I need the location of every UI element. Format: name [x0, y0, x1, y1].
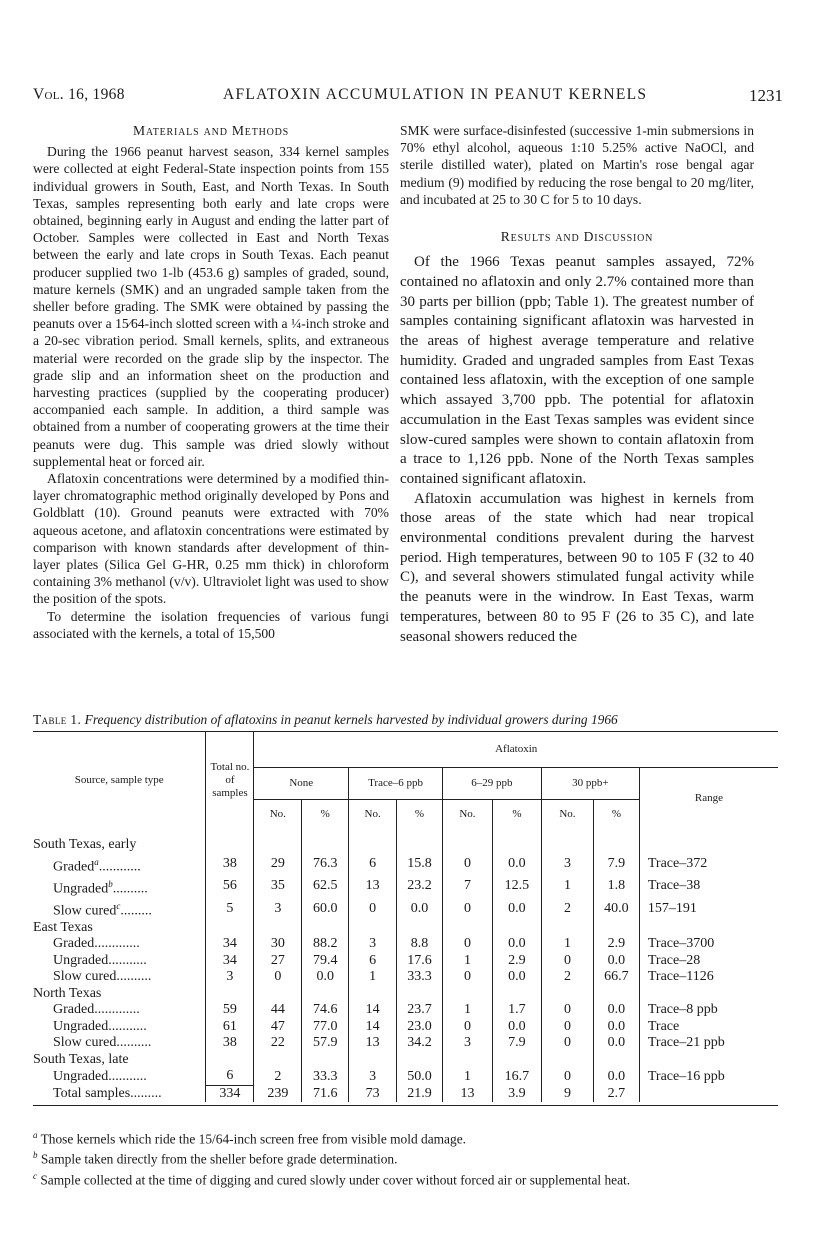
cell-count: 14: [349, 1019, 397, 1036]
cell-percent: 15.8: [397, 854, 443, 876]
row-label: [33, 953, 206, 970]
cell-percent: 77.0: [302, 1019, 349, 1036]
cell-count: 0: [442, 898, 492, 920]
header-total: Total no. of samples: [206, 732, 254, 830]
table-row: [33, 936, 778, 953]
cell-percent: 17.6: [397, 953, 443, 970]
footnotes: [33, 1127, 793, 1188]
cell-total: 5: [206, 898, 254, 920]
empty-cell: [442, 830, 492, 854]
cell-count: 1: [349, 969, 397, 986]
cell-count: 1: [442, 1068, 492, 1085]
cell-percent: 0.0: [594, 1019, 640, 1036]
methods-paragraph-2: Aflatoxin concentrations were determined by a modified thin-layer chromatographic method originally developed by Pons and Goldblatt (10). Ground peanuts were extracted with 70% aqueous acetone, and aflatoxin concentrations were estimated by comparison with known standards after development of thin-layer plates (Silica Gel G-HR, 0.25 mm thick) in chloroform containing 3% methanol (v/v). Ultraviolet light was used to show the position of the spots.: [33, 471, 389, 607]
empty-cell: [541, 1052, 593, 1069]
empty-cell: [397, 986, 443, 1003]
cell-count: 29: [254, 854, 302, 876]
cell-percent: 3.9: [492, 1085, 541, 1102]
cell-count: 0: [541, 1068, 593, 1085]
table-caption-text: Frequency distribution of aflatoxins in peanut kernels harvested by individual growers during 1966: [84, 712, 618, 727]
section-label: South Texas, late: [33, 1051, 129, 1067]
empty-cell: [206, 830, 254, 854]
cell-percent: 2.7: [594, 1085, 640, 1102]
table-caption-label: Table 1.: [33, 712, 82, 727]
cell-percent: 40.0: [594, 898, 640, 920]
cell-count: 0: [442, 854, 492, 876]
header-source: Source, sample type: [74, 774, 164, 787]
cell-percent: 1.8: [594, 876, 640, 898]
cell-total: 61: [206, 1019, 254, 1036]
empty-cell: [492, 1052, 541, 1069]
cell-count: 2: [541, 969, 593, 986]
sub-pct: %: [594, 800, 640, 830]
cell-percent: 62.5: [302, 876, 349, 898]
leader-dots: ............: [98, 859, 141, 875]
running-title: AFLATOXIN ACCUMULATION IN PEANUT KERNELS: [223, 86, 648, 103]
cell-range: Trace–21 ppb: [639, 1035, 778, 1052]
cell-percent: 0.0: [594, 1068, 640, 1085]
row-label: [33, 898, 206, 920]
row-label: [33, 876, 206, 898]
cell-percent: 0.0: [594, 1035, 640, 1052]
empty-cell: [349, 986, 397, 1003]
row-label-text: Graded: [53, 1002, 95, 1018]
cell-count: 3: [442, 1035, 492, 1052]
row-label: [33, 854, 206, 876]
cell-count: 0: [541, 953, 593, 970]
empty-cell: [254, 986, 302, 1003]
cell-percent: 2.9: [492, 953, 541, 970]
footnote-a: $^a$ Those kernels which ride the 15/64-inch screen free from visible mold damage.: [33, 1130, 466, 1147]
cell-percent: 0.0: [492, 1019, 541, 1036]
cell-count: 3: [254, 898, 302, 920]
row-label-text: Slow cured: [53, 969, 117, 985]
cell-percent: 21.9: [397, 1085, 443, 1102]
cell-total: 38: [206, 1035, 254, 1052]
cell-range: Trace–372: [639, 854, 778, 876]
section-heading-methods: Materials and Methods: [132, 123, 290, 138]
empty-cell: [397, 920, 443, 937]
cell-count: 27: [254, 953, 302, 970]
cell-range: Trace–38: [639, 876, 778, 898]
methods-paragraph-1: During the 1966 peanut harvest season, 334 kernel samples were collected at eight Federal-State inspection points from 155 individual growers in South, East, and North Texas. In South Texas, samples representing both early and late crops were obtained, beginning early in August and ending the latter part of October. Samples were collected in East and North Texas between the early and late crops in South Texas. Each peanut producer supplied two 1-lb (453.6 g) samples of graded, sound, mature kernels (SMK) and an ungraded sample taken from the sheller before grading. The SMK were obtained by passing the peanuts over a 15⁄64-inch slotted screen with a ¼-inch stroke and a 20-sec vibration period. Small kernels, splits, and extraneous material were recorded on the grade slip by the inspector. The grade slip and an information sheet on the production and harvesting practices (supplied by the cooperating producer) accompanied each sample. In addition, a third sample was obtained from a number of cooperating growers at the time their peanuts were dug. This sample was dried slowly without supplemental heat or forced air.: [33, 144, 389, 469]
table-row: [33, 969, 778, 986]
header-range: Range: [639, 768, 778, 830]
table-row: [33, 953, 778, 970]
cell-percent: 0.0: [397, 898, 443, 920]
table-row: [33, 1035, 778, 1052]
empty-cell: [594, 986, 640, 1003]
cell-percent: 8.8: [397, 936, 443, 953]
sub-pct: %: [397, 800, 443, 830]
header-group-trace: Trace–6 ppb: [349, 768, 443, 800]
cell-range: Trace–1126: [639, 969, 778, 986]
cell-total: 59: [206, 1002, 254, 1019]
cell-range: Trace–16 ppb: [639, 1068, 778, 1085]
cell-percent: 7.9: [492, 1035, 541, 1052]
empty-cell: [254, 830, 302, 854]
sub-no: No.: [254, 800, 302, 830]
table-row: [33, 1085, 778, 1102]
empty-cell: [302, 920, 349, 937]
footnote-mark: b: [108, 878, 113, 889]
cell-count: 1: [541, 876, 593, 898]
table-1: [33, 731, 793, 1106]
cell-percent: 0.0: [492, 854, 541, 876]
empty-cell: [492, 920, 541, 937]
leader-dots: ..........: [116, 1035, 152, 1051]
results-paragraph-2: Aflatoxin accumulation was highest in kernels from those areas of the state which had near tropical environmental conditions prevalent during the harvest period. High temperatures, between 90 to 105 F (32 to 40 C), and several showers stimulated fungal activity while the peanuts were in the windrow. In East Texas, warm temperatures, between 80 to 95 F (26 to 35 C), and late seasonal showers reduced the: [400, 490, 754, 645]
cell-count: 0: [442, 969, 492, 986]
header-group-none: None: [254, 768, 349, 800]
row-label: [33, 1019, 206, 1036]
cell-range: Trace: [639, 1019, 778, 1036]
leader-dots: ...........: [108, 1068, 147, 1084]
sub-pct: %: [302, 800, 349, 830]
sub-no: No.: [541, 800, 593, 830]
cell-count: 1: [442, 953, 492, 970]
empty-cell: [397, 830, 443, 854]
sub-pct: %: [492, 800, 541, 830]
row-label-text: Graded: [53, 859, 95, 875]
table-row: [33, 1019, 778, 1036]
leader-dots: .........: [130, 1085, 162, 1101]
cell-total: 38: [206, 854, 254, 876]
row-label: [33, 1035, 206, 1052]
right-column: [400, 122, 754, 647]
empty-cell: [302, 830, 349, 854]
cell-range: Trace–28: [639, 953, 778, 970]
empty-cell: [492, 830, 541, 854]
empty-cell: [541, 986, 593, 1003]
row-label: [33, 1085, 206, 1102]
row-label-text: Slow cured: [53, 903, 117, 919]
row-label: [33, 1068, 206, 1085]
cell-count: 47: [254, 1019, 302, 1036]
cell-count: 0: [442, 1019, 492, 1036]
cell-percent: 1.7: [492, 1002, 541, 1019]
leader-dots: ...........: [108, 952, 147, 968]
cell-total: 6: [206, 1068, 254, 1085]
empty-cell: [594, 920, 640, 937]
cell-range: [639, 1085, 778, 1102]
empty-cell: [206, 1052, 254, 1069]
table-body: [33, 830, 778, 1103]
cell-count: 13: [442, 1085, 492, 1102]
header-group-30: 30 ppb+: [541, 768, 639, 800]
empty-cell: [349, 830, 397, 854]
row-label-text: Graded: [53, 936, 95, 952]
row-label: [33, 969, 206, 986]
cell-count: 239: [254, 1085, 302, 1102]
cell-count: 9: [541, 1085, 593, 1102]
cell-total: 334: [206, 1085, 254, 1102]
table-row: [33, 876, 778, 898]
empty-cell: [254, 920, 302, 937]
cell-percent: 34.2: [397, 1035, 443, 1052]
cell-percent: 0.0: [492, 898, 541, 920]
cell-count: 30: [254, 936, 302, 953]
row-label-text: Ungraded: [53, 881, 109, 897]
cell-total: 3: [206, 969, 254, 986]
cell-percent: 7.9: [594, 854, 640, 876]
empty-cell: [302, 986, 349, 1003]
row-label-text: Ungraded: [53, 1018, 109, 1034]
cell-count: 0: [541, 1002, 593, 1019]
results-paragraph-1: Of the 1966 Texas peanut samples assayed, 72% contained no aflatoxin and only 2.7% contained more than 30 parts per billion (ppb; Table 1). The greatest number of samples containing significant aflatoxin was harvested in the areas of highest average temperature and relative humidity. Graded and ungraded samples from East Texas contained less aflatoxin, with the exception of one sample which assayed 3,700 ppb. The potential for aflatoxin accumulation in the East Texas samples was evident since slow-cured samples were shown to contain aflatoxin from a trace to 1,126 ppb. None of the North Texas samples contained significant aflatoxin.: [400, 254, 754, 487]
table-caption: [33, 712, 793, 728]
empty-cell: [397, 1052, 443, 1069]
leader-dots: ...........: [108, 1018, 147, 1034]
row-label-text: Ungraded: [53, 1068, 109, 1084]
cell-total: 34: [206, 936, 254, 953]
cell-percent: 79.4: [302, 953, 349, 970]
empty-cell: [492, 986, 541, 1003]
empty-cell: [254, 1052, 302, 1069]
table-row: [33, 1068, 778, 1085]
empty-cell: [541, 920, 593, 937]
cell-percent: 0.0: [594, 953, 640, 970]
footnote-b: $^b$ Sample taken directly from the sheller before grade determination.: [33, 1150, 398, 1167]
leader-dots: .............: [94, 936, 140, 952]
cell-percent: 66.7: [594, 969, 640, 986]
empty-cell: [594, 830, 640, 854]
table-section-row: [33, 986, 778, 1003]
cell-count: 3: [349, 1068, 397, 1085]
cell-count: 0: [254, 969, 302, 986]
section-heading-results: Results and Discussion: [500, 229, 654, 245]
row-label-text: Ungraded: [53, 952, 109, 968]
cell-percent: 2.9: [594, 936, 640, 953]
cell-count: 0: [541, 1019, 593, 1036]
sub-no: No.: [442, 800, 492, 830]
cell-percent: 33.3: [302, 1068, 349, 1085]
cell-count: 13: [349, 1035, 397, 1052]
empty-cell: [541, 830, 593, 854]
header-group-6-29: 6–29 ppb: [442, 768, 541, 800]
empty-cell: [349, 920, 397, 937]
header-aflatoxin: Aflatoxin: [254, 732, 778, 768]
table-row: [33, 854, 778, 876]
cell-percent: 50.0: [397, 1068, 443, 1085]
cell-count: 3: [349, 936, 397, 953]
cell-percent: 0.0: [594, 1002, 640, 1019]
cell-range: Trace–8 ppb: [639, 1002, 778, 1019]
table-row: [33, 898, 778, 920]
empty-cell: [442, 920, 492, 937]
cell-count: 1: [541, 936, 593, 953]
cell-count: 6: [349, 953, 397, 970]
empty-cell: [639, 830, 778, 854]
volume-label: Vol. 16, 1968: [33, 86, 125, 103]
cell-count: 73: [349, 1085, 397, 1102]
table-section-row: [33, 920, 778, 937]
empty-cell: [349, 1052, 397, 1069]
empty-cell: [639, 1052, 778, 1069]
leader-dots: ..........: [112, 881, 148, 897]
page-number: 1231: [749, 86, 783, 105]
leader-dots: ..........: [116, 969, 152, 985]
cell-count: 0: [442, 936, 492, 953]
cell-total: 56: [206, 876, 254, 898]
cell-percent: 74.6: [302, 1002, 349, 1019]
cell-count: 14: [349, 1002, 397, 1019]
cell-percent: 23.7: [397, 1002, 443, 1019]
cell-count: 1: [442, 1002, 492, 1019]
cell-percent: 16.7: [492, 1068, 541, 1085]
empty-cell: [206, 920, 254, 937]
cell-percent: 60.0: [302, 898, 349, 920]
cell-count: 0: [541, 1035, 593, 1052]
cell-percent: 12.5: [492, 876, 541, 898]
cell-percent: 57.9: [302, 1035, 349, 1052]
section-label: East Texas: [33, 919, 93, 935]
cell-percent: 23.0: [397, 1019, 443, 1036]
footnote-mark: c: [116, 900, 121, 911]
section-label: South Texas, early: [33, 837, 137, 852]
methods-continuation: SMK were surface-disinfested (successive 1-min submersions in 70% ethyl alcohol, aqueous 1:10 5.25% active NaOCl, and sterile distilled water), plated on Martin's rose bengal agar medium (9) modified by reducing the rose bengal to 20 mg/liter, and incubated at 25 to 30 C for 5 to 10 days.: [400, 123, 754, 207]
empty-cell: [639, 920, 778, 937]
table-bottom-rule: [33, 1105, 778, 1106]
cell-count: 35: [254, 876, 302, 898]
table-section-row: [33, 1052, 778, 1069]
cell-count: 3: [541, 854, 593, 876]
cell-range: Trace–3700: [639, 936, 778, 953]
cell-count: 22: [254, 1035, 302, 1052]
cell-percent: 33.3: [397, 969, 443, 986]
empty-cell: [302, 1052, 349, 1069]
empty-cell: [206, 986, 254, 1003]
cell-percent: 88.2: [302, 936, 349, 953]
leader-dots: .........: [120, 903, 152, 919]
cell-count: 0: [349, 898, 397, 920]
cell-count: 2: [254, 1068, 302, 1085]
cell-range: 157–191: [639, 898, 778, 920]
running-header: [33, 86, 783, 110]
cell-percent: 23.2: [397, 876, 443, 898]
cell-count: 7: [442, 876, 492, 898]
cell-count: 2: [541, 898, 593, 920]
sub-no: No.: [349, 800, 397, 830]
footnote-c: $^c$ Sample collected at the time of digging and cured slowly under cover without forced air or supplemental heat.: [33, 1170, 631, 1188]
table-section-row: [33, 830, 778, 854]
empty-cell: [442, 986, 492, 1003]
empty-cell: [442, 1052, 492, 1069]
cell-percent: 0.0: [302, 969, 349, 986]
methods-paragraph-3: To determine the isolation frequencies of various fungi associated with the kernels, a total of 15,500: [33, 608, 389, 641]
empty-cell: [639, 986, 778, 1003]
row-label: [33, 1002, 206, 1019]
cell-percent: 0.0: [492, 969, 541, 986]
cell-count: 6: [349, 854, 397, 876]
cell-percent: 76.3: [302, 854, 349, 876]
leader-dots: .............: [94, 1002, 140, 1018]
table-row: [33, 1002, 778, 1019]
row-label-text: Total samples: [53, 1085, 131, 1101]
footnote-mark: a: [94, 856, 99, 867]
row-label-text: Slow cured: [53, 1035, 117, 1051]
cell-count: 13: [349, 876, 397, 898]
cell-total: 34: [206, 953, 254, 970]
section-label: North Texas: [33, 985, 102, 1001]
left-column: [33, 122, 389, 642]
cell-percent: 0.0: [492, 936, 541, 953]
cell-count: 44: [254, 1002, 302, 1019]
row-label: [33, 936, 206, 953]
empty-cell: [594, 1052, 640, 1069]
cell-percent: 71.6: [302, 1085, 349, 1102]
